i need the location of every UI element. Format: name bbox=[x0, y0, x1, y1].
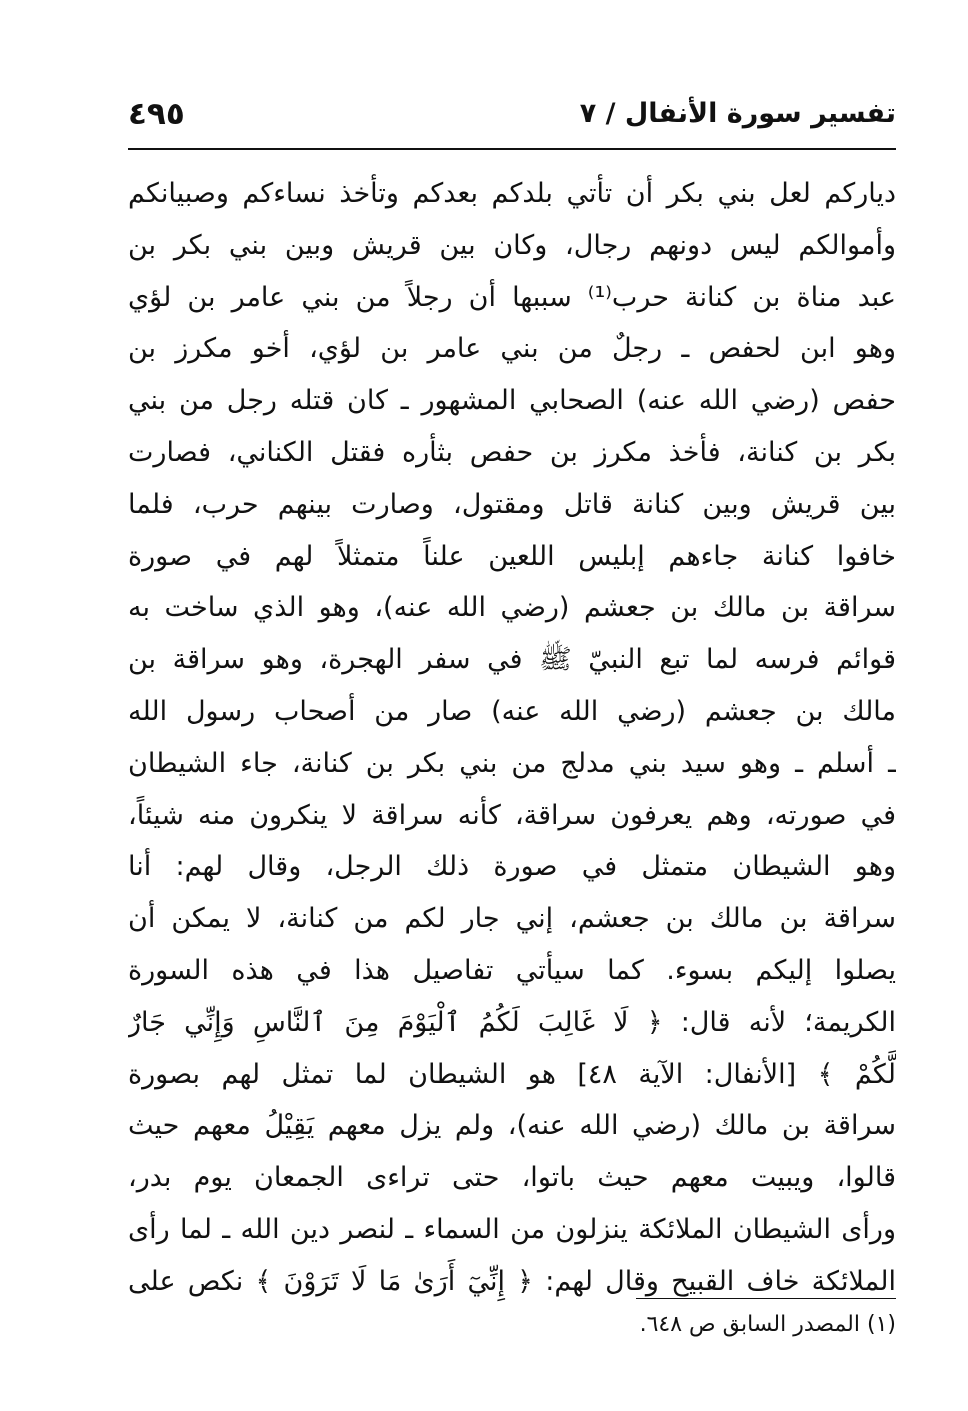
text-line: قالوا، ويبيت معهم حيث باتوا، حتى تراءى الجمعان يوم بدر، bbox=[128, 1162, 896, 1194]
text-line: في صورته، وهم يعرفون سراقة، كأنه سراقة لا ينكرون منه شيئاً، bbox=[128, 799, 896, 831]
text-line: وهو ابن لحفص ـ رجلٌ من بني عامر بن لؤي، أخو مكرز بن bbox=[128, 333, 896, 365]
text-line: يصلوا إليكم بسوء. كما سيأتي تفاصيل هذا في هذه السورة bbox=[128, 954, 896, 986]
footnote-rule bbox=[636, 1298, 896, 1299]
text-line: دياركم لعل بني بكر أن تأتي بلدكم بعدكم وتأخذ نساءكم وصبيانكم bbox=[128, 178, 896, 209]
text-line: عبد مناة بن كنانة حرب⁽¹⁾ سببها أن رجلاً من بني عامر بن لؤي bbox=[128, 281, 896, 313]
text-line: سراقة بن مالك بن جعشم (رضي الله عنه)، وهو الذي ساخت به bbox=[128, 592, 896, 624]
text-line: سراقة بن مالك (رضي الله عنه)، ولم يزل معهم يَقِيْلُ معهم حيث bbox=[128, 1110, 896, 1142]
text-line: الكريمة؛ لأنه قال: ﴿ لَا غَالِبَ لَكُمُ ٱلْيَوْمَ مِنَ ٱلنَّاسِ وَإِنِّي جَارٌ bbox=[128, 1006, 896, 1038]
text-line: لَّكُمْ ﴾ [الأنفال: الآية ٤٨] هو الشيطان لما تمثل لهم بصورة bbox=[128, 1058, 896, 1090]
running-title: تفسير سورة الأنفال / ٧ bbox=[579, 98, 896, 129]
text-line: حفص (رضي الله عنه) الصحابي المشهور ـ كان قتله رجل من بني bbox=[128, 385, 896, 417]
page-header bbox=[128, 92, 896, 142]
page-number: ٤٩٥ bbox=[128, 96, 185, 132]
footnote: (١) المصدر السابق ص ٦٤٨. bbox=[639, 1312, 896, 1337]
text-line: بكر بن كنانة، فأخذ مكرز بن حفص بثأره فقتل الكناني، فصارت bbox=[128, 436, 896, 468]
body-text bbox=[128, 168, 896, 1308]
text-line: بين قريش وبين كنانة قاتل ومقتول، وصارت بينهم حرب، فلما bbox=[128, 488, 896, 520]
header-rule bbox=[128, 148, 896, 150]
text-line: خافوا كنانة جاءهم إبليس اللعين علناً متمثلاً لهم في صورة bbox=[128, 540, 896, 572]
text-line: وأموالكم ليس دونهم رجال، وكان بين قريش وبين بني بكر بن bbox=[128, 229, 896, 261]
text-line: الملائكة خاف القبيح وقال لهم: ﴿ إِنِّيٓ أَرَىٰ مَا لَا تَرَوْنَ ﴾ نكص على bbox=[128, 1265, 896, 1297]
text-line: قوائم فرسه لما تبع النبيّ ﷺ في سفر الهجرة، وهو سراقة بن bbox=[128, 644, 896, 676]
text-line: سراقة بن مالك بن جعشم، إني جار لكم من كنانة، لا يمكن أن bbox=[128, 903, 896, 935]
text-line: وهو الشيطان متمثل في صورة ذلك الرجل، وقال لهم: أنا bbox=[128, 851, 896, 883]
text-line: مالك بن جعشم (رضي الله عنه) صار من أصحاب رسول الله bbox=[128, 695, 896, 727]
text-line: ـ أسلم ـ وهو سيد بني مدلج من بني بكر بن كنانة، جاء الشيطان bbox=[128, 747, 896, 779]
text-line: ورأى الشيطان الملائكة ينزلون من السماء ـ لنصر دين الله ـ لما رأى bbox=[128, 1213, 896, 1245]
